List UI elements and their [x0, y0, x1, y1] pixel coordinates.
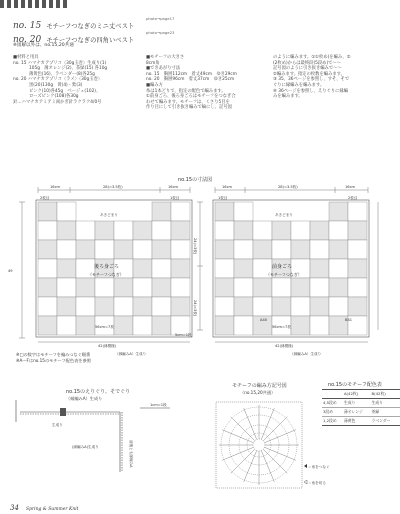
motif-cell [152, 202, 171, 221]
back-bottom-total: 42(縁模様) [98, 344, 117, 348]
motif-cell [310, 297, 329, 316]
motif-cell [133, 278, 152, 297]
motif-cell [114, 240, 133, 259]
text-line: 薄黄色(16)、ラベンダー(8)各25g [29, 71, 95, 77]
motif-stitch-line [222, 430, 253, 443]
legend-join: ＝糸をつなぐ [308, 465, 330, 469]
motif-cell [234, 316, 253, 335]
back-top-side-right: 16cm [168, 185, 179, 189]
motif-diagram-title: モチーフの編み方記号図 [232, 383, 287, 389]
motif-cell [215, 278, 234, 297]
motif-cell [38, 278, 57, 297]
motif-cell [133, 221, 152, 240]
motif-cell [171, 240, 190, 259]
no20-number: no. 20 [13, 35, 42, 45]
neck-a-label: 生成り [52, 423, 63, 427]
no20-photo-ref: photo→page23 [146, 30, 175, 35]
text-line: no. 20 ハマナカアプリコ〈ラメ〉〈30g玉巻〉 [13, 77, 103, 83]
motif-cell [152, 240, 171, 259]
motif-cell [38, 259, 57, 278]
front-title: 前身ごろ [272, 264, 293, 270]
front-bottom-label: 56cm=7枚 [272, 325, 291, 329]
front-motif-a: A40 [260, 318, 268, 322]
back-top-mid: 28(=3.5枚) [103, 185, 123, 189]
motif-cell [291, 316, 310, 335]
motif-cell [171, 297, 190, 316]
motif-cell [171, 202, 190, 221]
motif-chart [208, 398, 330, 498]
motif-cell [171, 221, 190, 240]
motif-cell [310, 259, 329, 278]
motif-cell [95, 297, 114, 316]
motif-cell [57, 259, 76, 278]
motif-cell [38, 202, 57, 221]
motif-cell [234, 221, 253, 240]
text-line: ぐりに縁編みを編みます。 [273, 82, 325, 88]
motif-cell [215, 297, 234, 316]
motif-cell [152, 221, 171, 240]
motif-cell [133, 316, 152, 335]
motif-cell [291, 221, 310, 240]
motif-cell [95, 221, 114, 240]
motif-cell [133, 240, 152, 259]
neck-diagram-title: no.15のえりぐり、そでぐり [66, 389, 131, 395]
motif-stitch-line [222, 447, 253, 460]
text-line: みを編みます。 [273, 94, 303, 100]
motif-cell [76, 278, 95, 297]
neck-diagram [10, 400, 200, 475]
no15-title: モチーフつなぎのミニ丈ベスト [46, 23, 135, 30]
text-line: no. 15 胸囲112cm 着丈49cm ゆき29cm [146, 71, 237, 77]
motif-cell [348, 297, 367, 316]
color-table-row: 4,5段め 生成り 生成り [322, 399, 400, 408]
back-hem-label: 5cm=1段 [175, 333, 192, 337]
motif-cell [152, 316, 171, 335]
motif-cell [215, 202, 234, 221]
text-line: 記号図のように引き抜き編みで～～ [273, 66, 342, 72]
motif-cell [171, 259, 190, 278]
text-line: ■材料と用具 [13, 55, 39, 60]
motif-cell [348, 259, 367, 278]
motif-cell [38, 221, 57, 240]
motif-cell [95, 240, 114, 259]
motif-cell [253, 240, 272, 259]
back-height-a: 24(=3枚) [193, 238, 197, 255]
front-top-side-left: 16cm [222, 185, 233, 189]
dimensions-title: no.15の寸法図 [178, 177, 213, 183]
text-line: ③ 35、36ページを参照し、すそ、そで [273, 77, 350, 83]
motif-cell [329, 221, 348, 240]
back-title: 後ろ身ごろ [94, 264, 120, 270]
motif-cell [234, 297, 253, 316]
motif-cell [152, 297, 171, 316]
note-order: ※□の数字はモチーフを編みつなぐ順番 [16, 352, 91, 357]
motif-cell [291, 278, 310, 297]
cut-marker-icon [304, 480, 307, 484]
motif-cell [57, 278, 76, 297]
front-right-count: 2枚目 [348, 196, 358, 200]
motif-cell [152, 259, 171, 278]
motif-cell [310, 240, 329, 259]
motif-cell [310, 278, 329, 297]
motif-stitch-line [244, 451, 257, 482]
back-right-count: 1枚目 [170, 196, 180, 200]
motif-cell [291, 240, 310, 259]
motif-cell [57, 297, 76, 316]
note-colors: ※A～Fはno.15のモチーフ配色表を参照 [16, 358, 91, 363]
motif-cell [348, 202, 367, 221]
text-line: 作り目にして引き抜き編みで輪にし、記号図 [146, 105, 232, 111]
motif-cell [234, 259, 253, 278]
neck-label-top: 1cm=1段 [150, 403, 167, 407]
front-top-side-right: 16cm [345, 185, 356, 189]
motif-cell [38, 316, 57, 335]
method-continued-column [273, 55, 391, 100]
front-bottom-total: 42(縁模様) [275, 344, 294, 348]
motif-stitch-line [263, 417, 287, 441]
motif-stitch-line [263, 449, 287, 473]
front-motif-b: B41 [345, 318, 353, 322]
front-top-mid: 28(=3.5枚) [278, 185, 298, 189]
color-table-row: 1,2段め 薄黄色 ラベンダー [322, 417, 400, 426]
text-line: ■編み方 [146, 82, 163, 88]
dimensions-diagram [0, 180, 400, 360]
motif-cell [38, 240, 57, 259]
back-height-b: 24(=3枚) [193, 300, 197, 317]
text-line: わせて編みます。モチーフは、くさり5目を [146, 99, 230, 105]
no20-title: モチーフつなぎの四角いベスト [46, 37, 135, 44]
size-and-method-column [146, 55, 266, 111]
back-border-label: （縁編みA）生成り [115, 352, 147, 356]
motif-cell [253, 278, 272, 297]
motif-stitch-line [261, 451, 274, 482]
motif-cell [38, 297, 57, 316]
motif-cell [272, 240, 291, 259]
neck-bottom-label: (縁編みA)生成り [72, 445, 99, 449]
decorative-corner [0, 0, 70, 8]
motif-stitch-line [244, 408, 257, 439]
text-line: のように編みます。①①枚め)を編み、② [273, 55, 351, 60]
motif-cell [272, 278, 291, 297]
text-line: (2枚め)からは最終段(5段め)で～～ [273, 60, 342, 66]
page-title: Spring & Summer Knit [26, 507, 79, 512]
motif-cell [310, 316, 329, 335]
materials-column [13, 55, 135, 105]
motif-stitch-line [265, 447, 296, 460]
motif-cell [291, 297, 310, 316]
legend-cut: ＝糸を切る [308, 481, 326, 485]
no15-number: no. 15 [13, 21, 42, 31]
motif-stitch-line [231, 449, 255, 473]
no15-photo-ref: photo→page17 [146, 16, 175, 21]
motif-cell [234, 278, 253, 297]
motif-cell [57, 240, 76, 259]
motif-cell [76, 297, 95, 316]
text-line: 黒(20)130g 黄(4)・紫(3) [29, 82, 83, 88]
motif-cell [348, 278, 367, 297]
motif-stitch-line [231, 417, 255, 441]
motif-cell [57, 316, 76, 335]
motif-cell [76, 240, 95, 259]
text-line: ■モチーフの大きさ [146, 55, 185, 60]
back-subtitle: （モチーフつなぎ） [88, 272, 124, 277]
motif-cell [234, 240, 253, 259]
motif-cell [272, 221, 291, 240]
back-left-count: 2枚目 [40, 196, 50, 200]
text-line: ローズピンク(108)各30g [29, 94, 79, 100]
motif-cell [272, 297, 291, 316]
motif-cell [114, 221, 133, 240]
motif-cell [329, 240, 348, 259]
motif-cell [348, 221, 367, 240]
color-table [322, 389, 400, 426]
front-border-label: （縁編みA）生成り [290, 352, 322, 356]
motif-round [253, 439, 265, 451]
text-line: ピンク(10)各45g ベージュ(102)、 [29, 88, 101, 94]
common-note: ※図解以外は、no.15,20共通 [13, 43, 74, 48]
motif-stitch-line [261, 408, 274, 439]
motif-cell [57, 202, 76, 221]
text-line: 針…ハマナカアミアミ両かぎ針ラクラク4/0号 [13, 99, 102, 105]
motif-cell [329, 202, 348, 221]
motif-cell [253, 297, 272, 316]
motif-cell [76, 221, 95, 240]
motif-diagram-subtitle: （no.15,20共通） [240, 390, 276, 395]
motif-cell [215, 221, 234, 240]
motif-cell [76, 316, 95, 335]
text-line: ②編みます。指定の枚数を編みます。 [273, 71, 345, 77]
motif-cell [152, 278, 171, 297]
front-left-count: 1枚目 [218, 196, 228, 200]
motif-cell [57, 221, 76, 240]
motif-cell [114, 297, 133, 316]
motif-cell [215, 259, 234, 278]
back-neck-label: あきどまり [100, 213, 118, 217]
motif-cell [329, 259, 348, 278]
neck-diagram-subtitle: （縁編みA）生成り [66, 396, 103, 401]
text-line: 105g 薄オレンジ(2)、茶緑(15) 各10g [29, 66, 108, 72]
neck-vertical-label: 前後とも縁編みA [129, 440, 133, 468]
motif-cell [133, 259, 152, 278]
motif-cell [234, 202, 253, 221]
motif-cell [215, 240, 234, 259]
motif-cell [329, 297, 348, 316]
motif-cell [253, 221, 272, 240]
footer [10, 495, 78, 514]
text-line: ■できあがり寸法 [146, 66, 181, 72]
motif-cell [114, 316, 133, 335]
text-line: no. 15 ハマナカアプリコ〈30g玉巻〉生成り(1) [13, 60, 107, 66]
page-number: 34 [10, 504, 19, 512]
text-line: 8cm角 [146, 60, 160, 66]
motif-cell [348, 240, 367, 259]
motif-cell [133, 297, 152, 316]
back-bottom-label: 56cm=7枚 [95, 325, 114, 329]
text-line: 糸は1本どりで、指定の配色で編みます。 [146, 88, 226, 94]
color-table-row: 3段め 薄オレンジ 茶緑 [322, 408, 400, 417]
color-table-title: no.15のモチーフ配色表 [328, 382, 382, 388]
back-height-total: 49 [8, 269, 13, 273]
motif-cell [329, 278, 348, 297]
color-table-header: A(42枚) B(42枚) [322, 389, 400, 399]
text-line: ④ 36ページを参照し、えりぐりに縁編 [273, 88, 349, 94]
motif-cell [171, 278, 190, 297]
motif-cell [215, 316, 234, 335]
join-marker-icon [304, 464, 307, 468]
motif-stitch-line [265, 430, 296, 443]
motif-cell [95, 278, 114, 297]
text-line: no. 20 胸囲96cm 着丈37cm ゆき25cm [146, 77, 235, 83]
front-neck-label: あきどまり [275, 213, 293, 217]
text-line: ①前身ごろ、後ろ身ごろはモチーフをつなぎ合 [146, 94, 236, 100]
back-top-side-left: 16cm [50, 185, 61, 189]
motif-cell [310, 221, 329, 240]
motif-cell [114, 278, 133, 297]
front-subtitle: （モチーフつなぎ） [266, 272, 302, 277]
